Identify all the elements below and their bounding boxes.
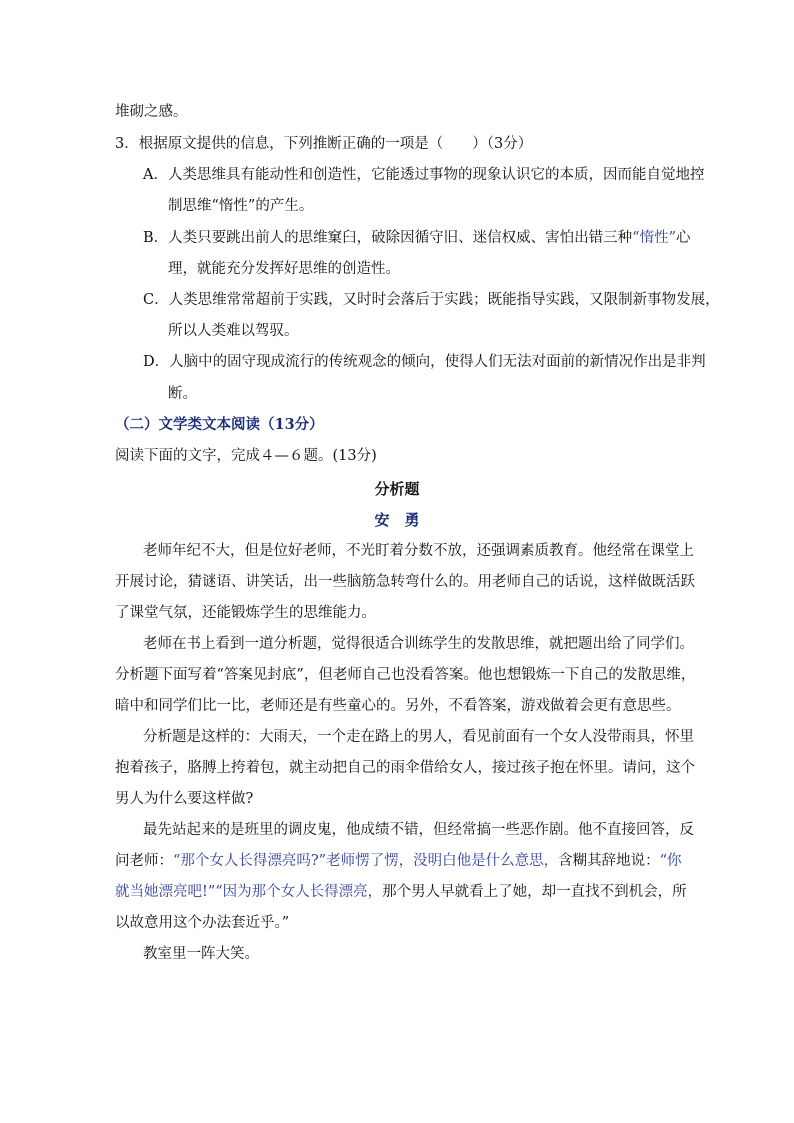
paragraph-2-line3: 暗中和同学们比一比，老师还是有些童心的。另外，不看答案，游戏做着会更有意思些。 — [115, 698, 681, 714]
option-c-line1: C．人类思维常常超前于实践，又时时会落后于实践；既能指导实践，又限制新事物发展， — [143, 292, 720, 308]
paragraph-4-line2 — [115, 851, 682, 871]
paragraph-2-line1: 老师在书上看到一道分析题，觉得很适合训练学生的发散思维，就把题出给了同学们。 — [143, 636, 694, 652]
story-author: 安 勇 — [374, 511, 420, 529]
paragraph-3-line2: 抱着孩子，胳膊上挎着包，就主动把自己的雨伞借给女人，接过孩子抱在怀里。请问，这个 — [115, 760, 695, 776]
paragraph-3-line3: 男人为什么要这样做? — [115, 791, 254, 807]
option-b-line2: 理，就能充分发挥好思维的创造性。 — [168, 261, 400, 277]
paragraph-4-text: 问老师： — [115, 853, 173, 869]
paragraph-4-line3 — [115, 882, 687, 902]
paragraph-4-quote: “那个女人长得漂亮吗?”老师愣了愣，没明白他是什么意思， — [173, 853, 559, 869]
option-d-line2: 断。 — [168, 386, 197, 402]
option-b-text-end: 心 — [675, 230, 691, 246]
paragraph-1-line1: 老师年纪不大，但是位好老师，不光盯着分数不放，还强调素质教育。他经常在课堂上 — [143, 543, 694, 559]
question3-stem: 3．根据原文提供的信息，下列推断正确的一项是（ ）（3分） — [115, 136, 533, 152]
option-a-line2: 制思维“惰性”的产生。 — [168, 198, 314, 214]
option-c-line2: 所以人类难以驾驭。 — [168, 323, 299, 339]
story-title: 分析题 — [374, 480, 420, 498]
paragraph-4-line4: 以故意用这个办法套近乎。” — [115, 915, 290, 931]
paragraph-4-text-end: 那个男人早就看上了她，却一直找不到机会，所 — [382, 884, 687, 900]
paragraph-4-text-mid: 含糊其辞地说： — [558, 853, 660, 869]
paragraph-4-line1: 最先站起来的是班里的调皮鬼，他成绩不错，但经常搞一些恶作剧。他不直接回答，反 — [143, 822, 694, 838]
paragraph-1-line2: 开展讨论，猜谜语、讲笑话，出一些脑筋急转弯什么的。用老师自己的话说，这样做既活跃 — [115, 574, 695, 590]
option-b-highlight: “惰性” — [632, 230, 676, 246]
option-b-text: B．人类只要跳出前人的思维窠臼，破除因循守旧、迷信权威、害怕出错三种 — [143, 230, 633, 246]
top-fragment: 堆砌之感。 — [115, 104, 188, 120]
option-d-line1: D．人脑中的固守现成流行的传统观念的倾向，使得人们无法对面前的新情况作出是非判 — [143, 354, 706, 370]
section-heading: （二）文学类文本阅读（13分） — [115, 416, 324, 433]
section-instruction: 阅读下面的文字，完成４—６题。(13分) — [115, 448, 377, 464]
paragraph-2-line2: 分析题下面写着“答案见封底”，但老师自己也没看答案。他也想锻炼一下自己的发散思维， — [115, 667, 696, 683]
paragraph-1-line3: 了课堂气氛，还能锻炼学生的思维能力。 — [115, 605, 376, 621]
paragraph-3-line1: 分析题是这样的：大雨天，一个走在路上的男人，看见前面有一个女人没带雨具，怀里 — [143, 729, 694, 745]
paragraph-4-quote-2: “你 — [659, 853, 682, 869]
paragraph-5: 教室里一阵大笑。 — [143, 946, 259, 962]
option-a-line1: A．人类思维具有能动性和创造性，它能透过事物的现象认识它的本质，因而能自觉地控 — [143, 167, 705, 183]
option-b-line1 — [143, 228, 690, 248]
paragraph-4-quote-3: 就当她漂亮吧!”“因为那个女人长得漂亮， — [115, 884, 383, 900]
